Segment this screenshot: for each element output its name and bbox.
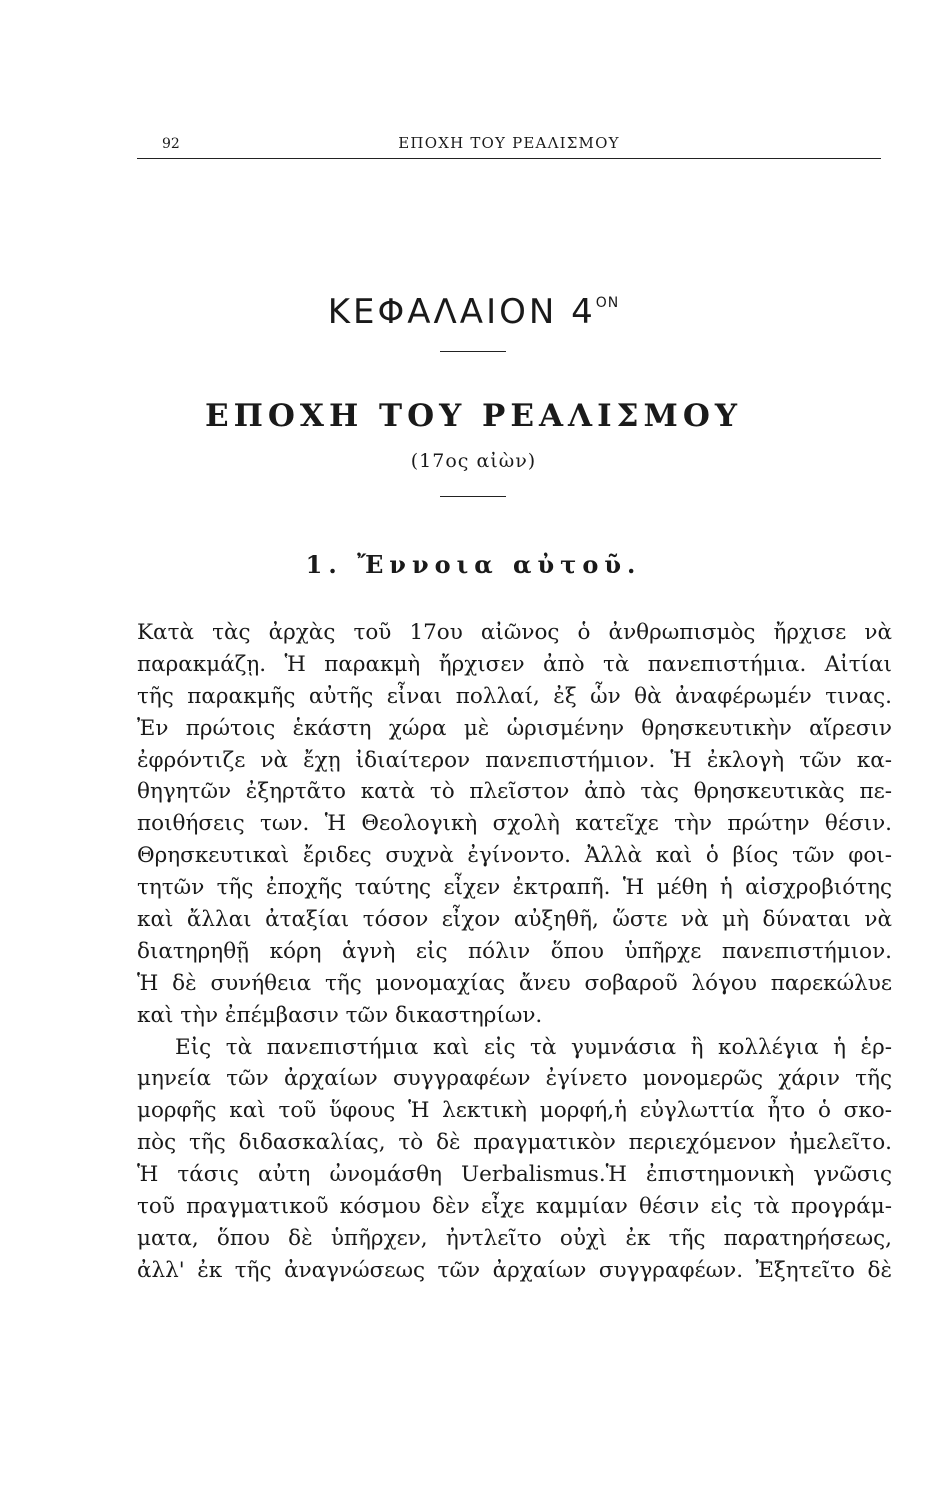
running-title: ΕΠΟΧΗ ΤΟΥ ΡΕΑΛΙΣΜΟΥ [398, 134, 620, 152]
page-number: 92 [162, 136, 180, 152]
body-text [137, 617, 892, 1287]
text-line: τητῶν τῆς ἐποχῆς ταύτης εἶχεν ἐκτραπῆ. Ἡ μέθη ἡ αἰσχροβιότης [137, 875, 892, 901]
text-line: ἀλλ' ἐκ τῆς ἀναγνώσεως τῶν ἀρχαίων συγγραφέων. Ἐξητεῖτο δὲ [137, 1257, 892, 1283]
text-line: πὸς τῆς διδασκαλίας, τὸ δὲ πραγματικὸν περιεχόμενον ἠμελεῖτο. [137, 1130, 892, 1156]
text-line: καὶ τὴν ἐπέμβασιν τῶν δικαστηρίων. [137, 1002, 543, 1028]
chapter-heading-text: ΚΕΦΑΛΑΙΟΝ 4 [327, 292, 596, 332]
text-line: μορφῆς καὶ τοῦ ὕφους Ἡ λεκτικὴ μορφή,ἡ εὐγλωττία ἦτο ὁ σκο- [137, 1098, 892, 1124]
text-line: μηνεία τῶν ἀρχαίων συγγραφέων ἐγίνετο μονομερῶς χάριν τῆς [137, 1066, 892, 1092]
text-line: τῆς παρακμῆς αὐτῆς εἶναι πολλαί, ἐξ ὧν θὰ ἀναφέρωμέν τινας. [137, 683, 892, 709]
text-line: τοῦ πραγματικοῦ κόσμου δὲν εἶχε καμμίαν θέσιν εἰς τὰ προγράμ- [137, 1194, 892, 1220]
chapter-subtitle: (17ος αἰὼν) [410, 450, 537, 472]
text-line: διατηρηθῇ κόρη ἁγνὴ εἰς πόλιν ὅπου ὑπῆρχε πανεπιστήμιον. [137, 938, 892, 964]
running-header [137, 132, 881, 159]
text-line: ἐφρόντιζε νὰ ἔχῃ ἰδιαίτερον πανεπιστήμιον. Ἡ ἐκλογὴ τῶν κα- [137, 747, 892, 773]
chapter-heading [0, 292, 947, 332]
text-line: καὶ ἄλλαι ἀταξίαι τόσον εἶχον αὐξηθῆ, ὥστε νὰ μὴ δύναται νὰ [137, 907, 892, 933]
text-line: Ἡ τάσις αὐτη ὠνομάσθη Uerbalismus.Ἡ ἐπιστημονικὴ γνῶσις [137, 1162, 892, 1188]
chapter-title: ΕΠΟΧΗ ΤΟΥ ΡΕΑΛΙΣΜΟΥ [205, 398, 742, 434]
text-line: Ἐν πρώτοις ἑκάστη χώρα μὲ ὡρισμένην θρησκευτικὴν αἵρεσιν [137, 715, 892, 741]
text-line: ματα, ὅπου δὲ ὑπῆρχεν, ἠντλεῖτο οὐχὶ ἐκ τῆς παρατηρήσεως, [137, 1225, 892, 1251]
text-line: ποιθήσεις των. Ἡ Θεολογικὴ σχολὴ κατεῖχε τὴν πρώτην θέσιν. [137, 811, 892, 837]
divider-top [440, 351, 506, 352]
text-line: Θρησκευτικαὶ ἔριδες συχνὰ ἐγίνοντο. Ἀλλὰ καὶ ὁ βίος τῶν φοι- [137, 843, 892, 869]
text-line: Εἰς τὰ πανεπιστήμια καὶ εἰς τὰ γυμνάσια ἢ κολλέγια ἡ ἑρ- [175, 1034, 892, 1060]
text-line: παρακμάζῃ. Ἡ παρακμὴ ἤρχισεν ἀπὸ τὰ πανεπιστήμια. Αἰτίαι [137, 651, 892, 677]
text-line: Ἡ δὲ συνήθεια τῆς μονομαχίας ἄνευ σοβαροῦ λόγου παρεκώλυε [137, 970, 892, 996]
text-line: Κατὰ τὰς ἀρχὰς τοῦ 17ου αἰῶνος ὁ ἀνθρωπισμὸς ἤρχισε νὰ [137, 620, 892, 645]
chapter-heading-superscript: ΟΝ [595, 295, 620, 311]
divider-bottom [440, 496, 506, 497]
text-line: θηγητῶν ἐξηρτᾶτο κατὰ τὸ πλεῖστον ἀπὸ τὰς θρησκευτικὰς πε- [137, 779, 892, 805]
section-heading: 1. Ἔννοια αὐτοῦ. [305, 550, 642, 579]
